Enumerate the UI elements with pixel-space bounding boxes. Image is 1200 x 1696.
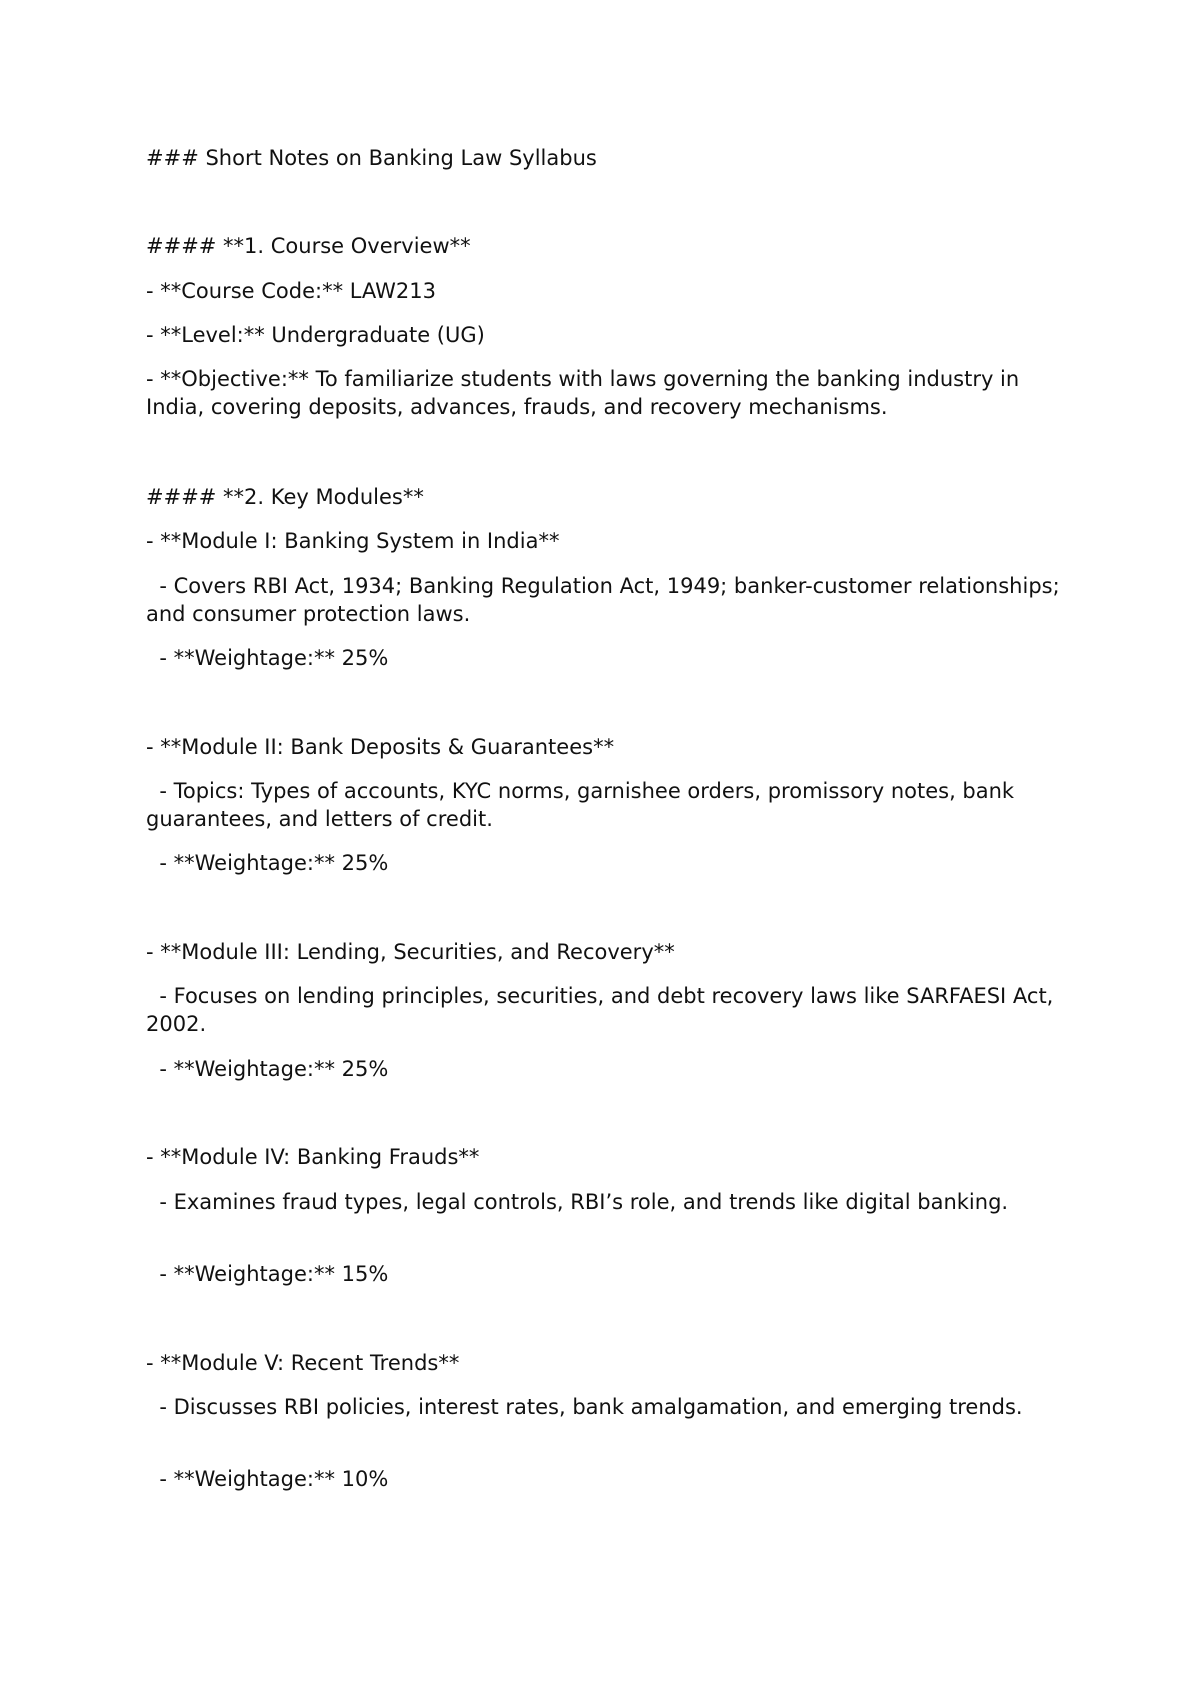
section-heading-course-overview: #### **1. Course Overview** xyxy=(146,234,471,258)
module-3-weightage: - **Weightage:** 25% xyxy=(146,1057,389,1081)
module-4-title: - **Module IV: Banking Frauds** xyxy=(146,1145,480,1169)
module-1-title: - **Module I: Banking System in India** xyxy=(146,529,560,553)
module-5-title: - **Module V: Recent Trends** xyxy=(146,1351,460,1375)
module-1-description: - Covers RBI Act, 1934; Banking Regulation Act, 1949; banker-customer relationships; and consumer protection laws. xyxy=(146,574,1067,626)
module-3-description: - Focuses on lending principles, securities, and debt recovery laws like SARFAESI Act, 2002. xyxy=(146,984,1061,1036)
document-title: ### Short Notes on Banking Law Syllabus xyxy=(146,146,597,170)
module-5-weightage: - **Weightage:** 10% xyxy=(146,1467,389,1491)
module-4-description: - Examines fraud types, legal controls, RBI’s role, and trends like digital banking. xyxy=(146,1190,1009,1214)
module-4-weightage: - **Weightage:** 15% xyxy=(146,1262,389,1286)
module-2-weightage: - **Weightage:** 25% xyxy=(146,851,389,875)
module-5-description: - Discusses RBI policies, interest rates, bank amalgamation, and emerging trends. xyxy=(146,1395,1023,1419)
course-code-item: - **Course Code:** LAW213 xyxy=(146,279,437,303)
module-2-title: - **Module II: Bank Deposits & Guarantees** xyxy=(146,735,615,759)
module-2-description: - Topics: Types of accounts, KYC norms, garnishee orders, promissory notes, bank guarantees, and letters of credit. xyxy=(146,779,1021,831)
section-heading-key-modules: #### **2. Key Modules** xyxy=(146,485,424,509)
objective-item: - **Objective:** To familiarize students with laws governing the banking industry in India, covering deposits, advances, frauds, and recovery mechanisms. xyxy=(146,367,1026,419)
level-item: - **Level:** Undergraduate (UG) xyxy=(146,323,485,347)
module-1-weightage: - **Weightage:** 25% xyxy=(146,646,389,670)
module-3-title: - **Module III: Lending, Securities, and Recovery** xyxy=(146,940,675,964)
